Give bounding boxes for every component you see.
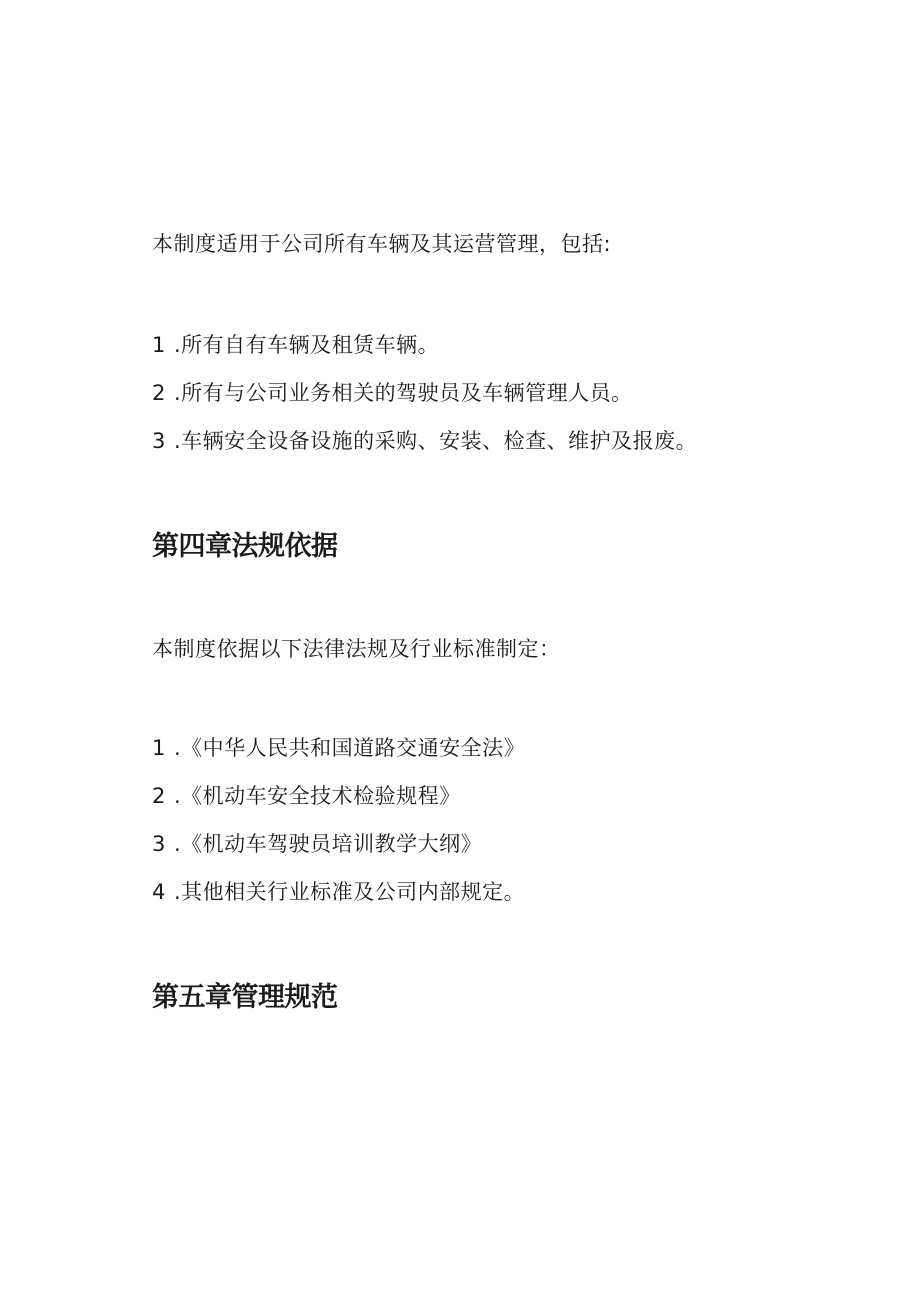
list-item-number: 2 bbox=[152, 784, 166, 808]
list-item-text: .《中华人民共和国道路交通安全法》 bbox=[174, 736, 526, 760]
chapter-4-heading: 第四章法规依据 bbox=[152, 531, 338, 562]
list-item-number: 4 bbox=[152, 880, 166, 904]
list-item-number: 3 bbox=[152, 832, 166, 856]
list-item-text: .《机动车安全技术检验规程》 bbox=[174, 784, 461, 808]
list-item-number: 1 bbox=[152, 333, 166, 357]
regulation-list-item bbox=[152, 828, 482, 858]
list-item-text: .所有与公司业务相关的驾驶员及车辆管理人员。 bbox=[174, 381, 633, 405]
list-item-number: 2 bbox=[152, 381, 166, 405]
list-item-text: .《机动车驾驶员培训教学大纲》 bbox=[174, 832, 483, 856]
chapter-5-heading: 第五章管理规范 bbox=[152, 982, 338, 1013]
scope-list-item bbox=[152, 425, 697, 455]
list-item-number: 1 bbox=[152, 736, 166, 760]
list-item-text: .其他相关行业标准及公司内部规定。 bbox=[174, 880, 526, 904]
list-item-text: .所有自有车辆及租赁车辆。 bbox=[174, 333, 440, 357]
list-item-number: 3 bbox=[152, 429, 166, 453]
scope-list-item bbox=[152, 377, 633, 407]
regulation-list-item bbox=[152, 780, 461, 810]
chapter-4-intro-paragraph: 本制度依据以下法律法规及行业标准制定： bbox=[152, 637, 561, 661]
list-item-text: .车辆安全设备设施的采购、安装、检查、维护及报废。 bbox=[174, 429, 698, 453]
regulation-list-item bbox=[152, 732, 525, 762]
regulation-list-item bbox=[152, 876, 525, 906]
scope-intro-paragraph: 本制度适用于公司所有车辆及其运营管理，包括: bbox=[152, 232, 612, 256]
scope-list-item bbox=[152, 329, 439, 359]
